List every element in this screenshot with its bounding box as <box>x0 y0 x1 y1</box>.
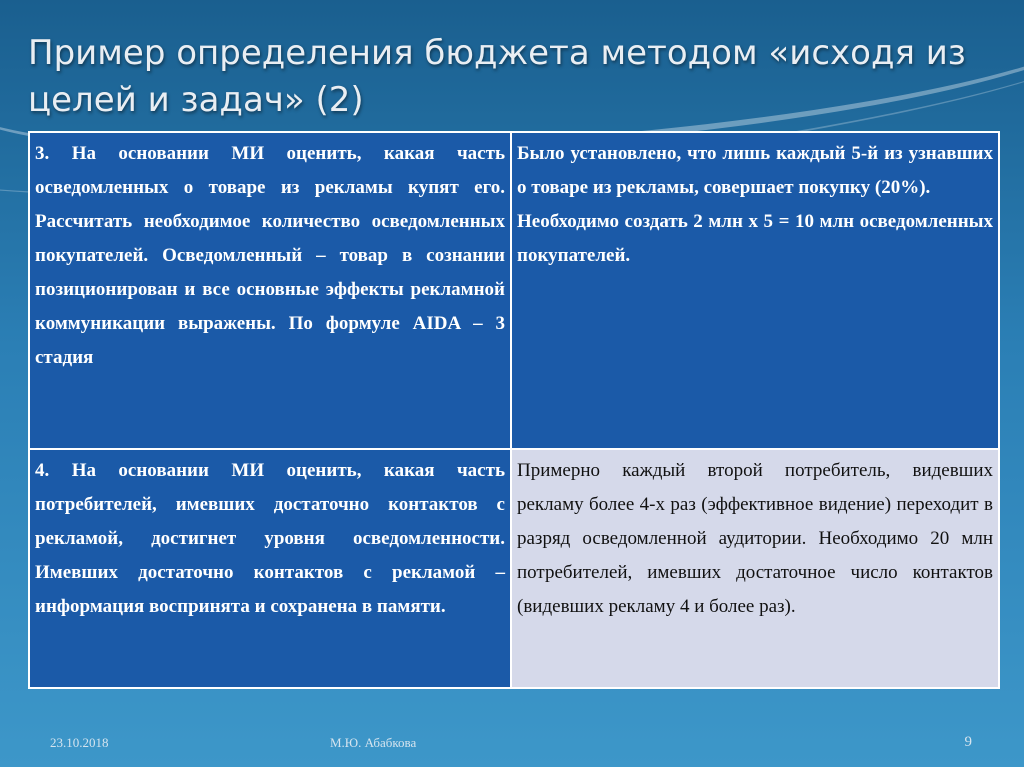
step-3-text: 3. На основании МИ оценить, какая часть осведомленных о товаре из рекламы купят его. Рассчитать необходимое количество осведомленных покупателей. Осведомленный – товар в сознании позиционирован и все основные эффекты рекламной коммуникации выражены. По формуле AIDA – 3 стадия <box>35 143 505 368</box>
step-3-description <box>29 132 511 449</box>
table-row <box>29 449 999 688</box>
footer-date: 23.10.2018 <box>50 735 109 750</box>
footer-author: М.Ю. Абабкова <box>330 735 417 750</box>
step-3-result-text-2: Необходимо создать 2 млн х 5 = 10 млн осведомленных покупателей. <box>517 211 993 266</box>
table-row <box>29 132 999 449</box>
step-4-result-text: Примерно каждый второй потребитель, видевших рекламу более 4-х раз (эффективное видение) переходит в разряд осведомленной аудитории. Необходимо 20 млн потребителей, имевших достаточное число контактов (видевших рекламу 4 и более раз). <box>517 460 993 617</box>
step-4-description <box>29 449 511 688</box>
step-4-text: 4. На основании МИ оценить, какая часть потребителей, имевших достаточно контактов с рекламой, достигнет уровня осведомленности. Имевших достаточно контактов с рекламой – информация воспринята и сохранена в памяти. <box>35 460 505 617</box>
budget-table <box>28 131 1000 689</box>
slide-title: Пример определения бюджета методом «исходя из целей и задач» (2) <box>28 33 966 120</box>
step-3-result <box>511 132 999 449</box>
step-4-result <box>511 449 999 688</box>
page-number: 9 <box>964 734 972 750</box>
step-3-result-text-1: Было установлено, что лишь каждый 5-й из узнавших о товаре из рекламы, совершает покупку (20%). <box>517 143 993 198</box>
